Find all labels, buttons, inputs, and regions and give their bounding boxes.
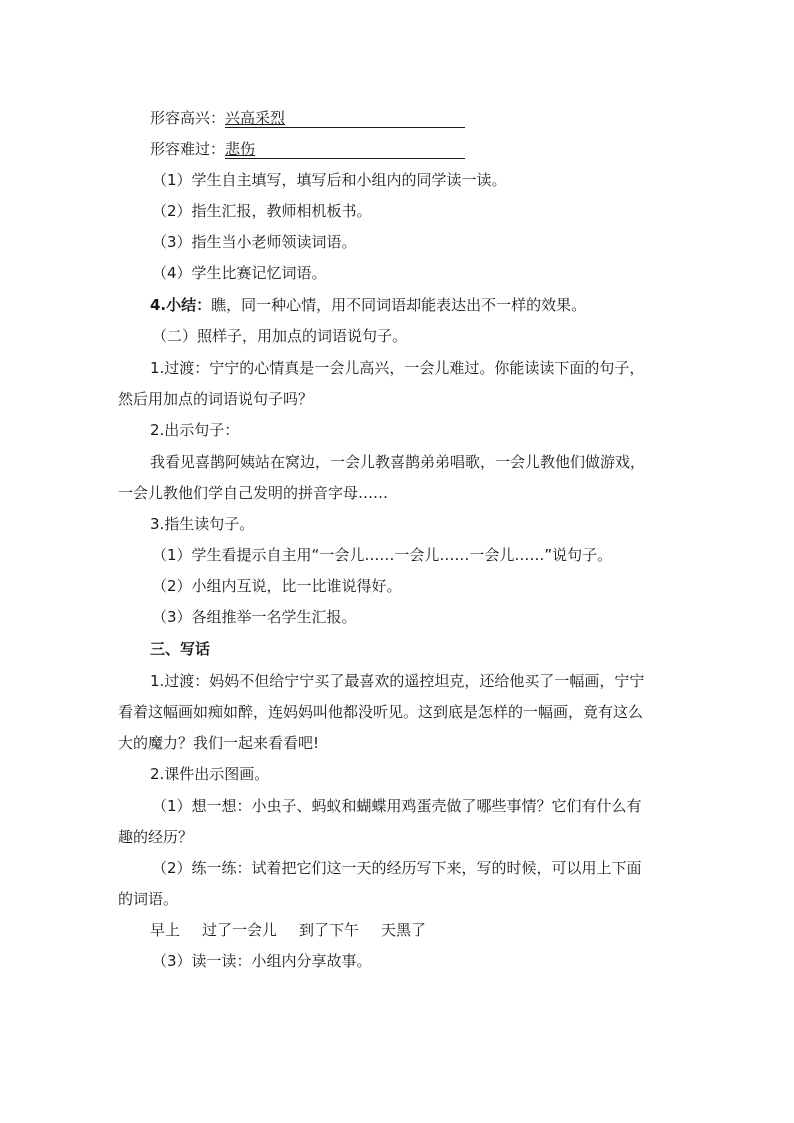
fill-label: 形容难过： xyxy=(150,140,226,158)
text-line: 2.出示句子： xyxy=(150,421,240,439)
section-heading: （二）照样子，用加点的词语说句子。 xyxy=(152,327,408,345)
word-item: 早上 xyxy=(150,921,181,939)
summary-line xyxy=(118,295,710,315)
text-line: 的词语。 xyxy=(118,890,179,908)
text-line: 3.指生读句子。 xyxy=(150,515,255,533)
text-line: （2）小组内互说，比一比谁说得好。 xyxy=(152,577,402,595)
fill-answer: 兴高采烈 xyxy=(225,109,286,127)
text-line: 2.课件出示图画。 xyxy=(150,765,270,783)
text-line: （3）读一读：小组内分享故事。 xyxy=(152,952,372,970)
word-item: 天黑了 xyxy=(381,921,427,939)
text-line: （3）各组推举一名学生汇报。 xyxy=(152,608,357,626)
fill-answer: 悲伤 xyxy=(225,140,256,158)
text-line: （1）学生看提示自主用“一会儿……一会儿……一会儿……”说句子。 xyxy=(152,546,613,564)
text-line: （2）练一练：试着把它们这一天的经历写下来，写的时候，可以用上下面 xyxy=(152,859,642,877)
word-item: 到了下午 xyxy=(299,921,360,939)
summary-text: 瞧，同一种心情，用不同词语却能表达出不一样的效果。 xyxy=(211,296,587,314)
fill-label: 形容高兴： xyxy=(150,109,226,127)
fill-line-happy xyxy=(118,108,710,128)
text-line: （3）指生当小老师领读词语。 xyxy=(152,233,357,251)
example-sentence: 一会儿教他们学自己发明的拼音字母…… xyxy=(118,484,389,502)
word-list xyxy=(118,920,710,940)
text-line: （2）指生汇报，教师相机板书。 xyxy=(152,202,372,220)
word-item: 过了一会儿 xyxy=(202,921,278,939)
section-heading: 三、写话 xyxy=(150,640,211,658)
fill-blank-sad xyxy=(225,140,465,159)
text-line: 趣的经历？ xyxy=(118,828,194,846)
fill-blank-happy xyxy=(225,109,465,128)
text-line: （1）学生自主填写，填写后和小组内的同学读一读。 xyxy=(152,171,507,189)
summary-lead: 4.小结： xyxy=(150,296,212,314)
fill-line-sad xyxy=(118,139,710,159)
text-line: 大的魔力？我们一起来看看吧! xyxy=(118,734,320,752)
text-line: （4）学生比赛记忆词语。 xyxy=(152,264,327,282)
text-line: 然后用加点的词语说句子吗？ xyxy=(118,390,314,408)
text-line: 1.过渡：宁宁的心情真是一会儿高兴，一会儿难过。你能读读下面的句子， xyxy=(150,359,645,377)
example-sentence: 我看见喜鹊阿姨站在窝边，一会儿教喜鹊弟弟唱歌，一会儿教他们做游戏， xyxy=(150,453,646,471)
text-line: 看着这幅画如痴如醉，连妈妈叫他都没听见。这到底是怎样的一幅画，竟有这么 xyxy=(118,703,644,721)
text-line: 1.过渡：妈妈不但给宁宁买了最喜欢的遥控坦克，还给他买了一幅画，宁宁 xyxy=(150,672,645,690)
text-line: （1）想一想：小虫子、蚂蚁和蝴蝶用鸡蛋壳做了哪些事情？它们有什么有 xyxy=(152,797,642,815)
